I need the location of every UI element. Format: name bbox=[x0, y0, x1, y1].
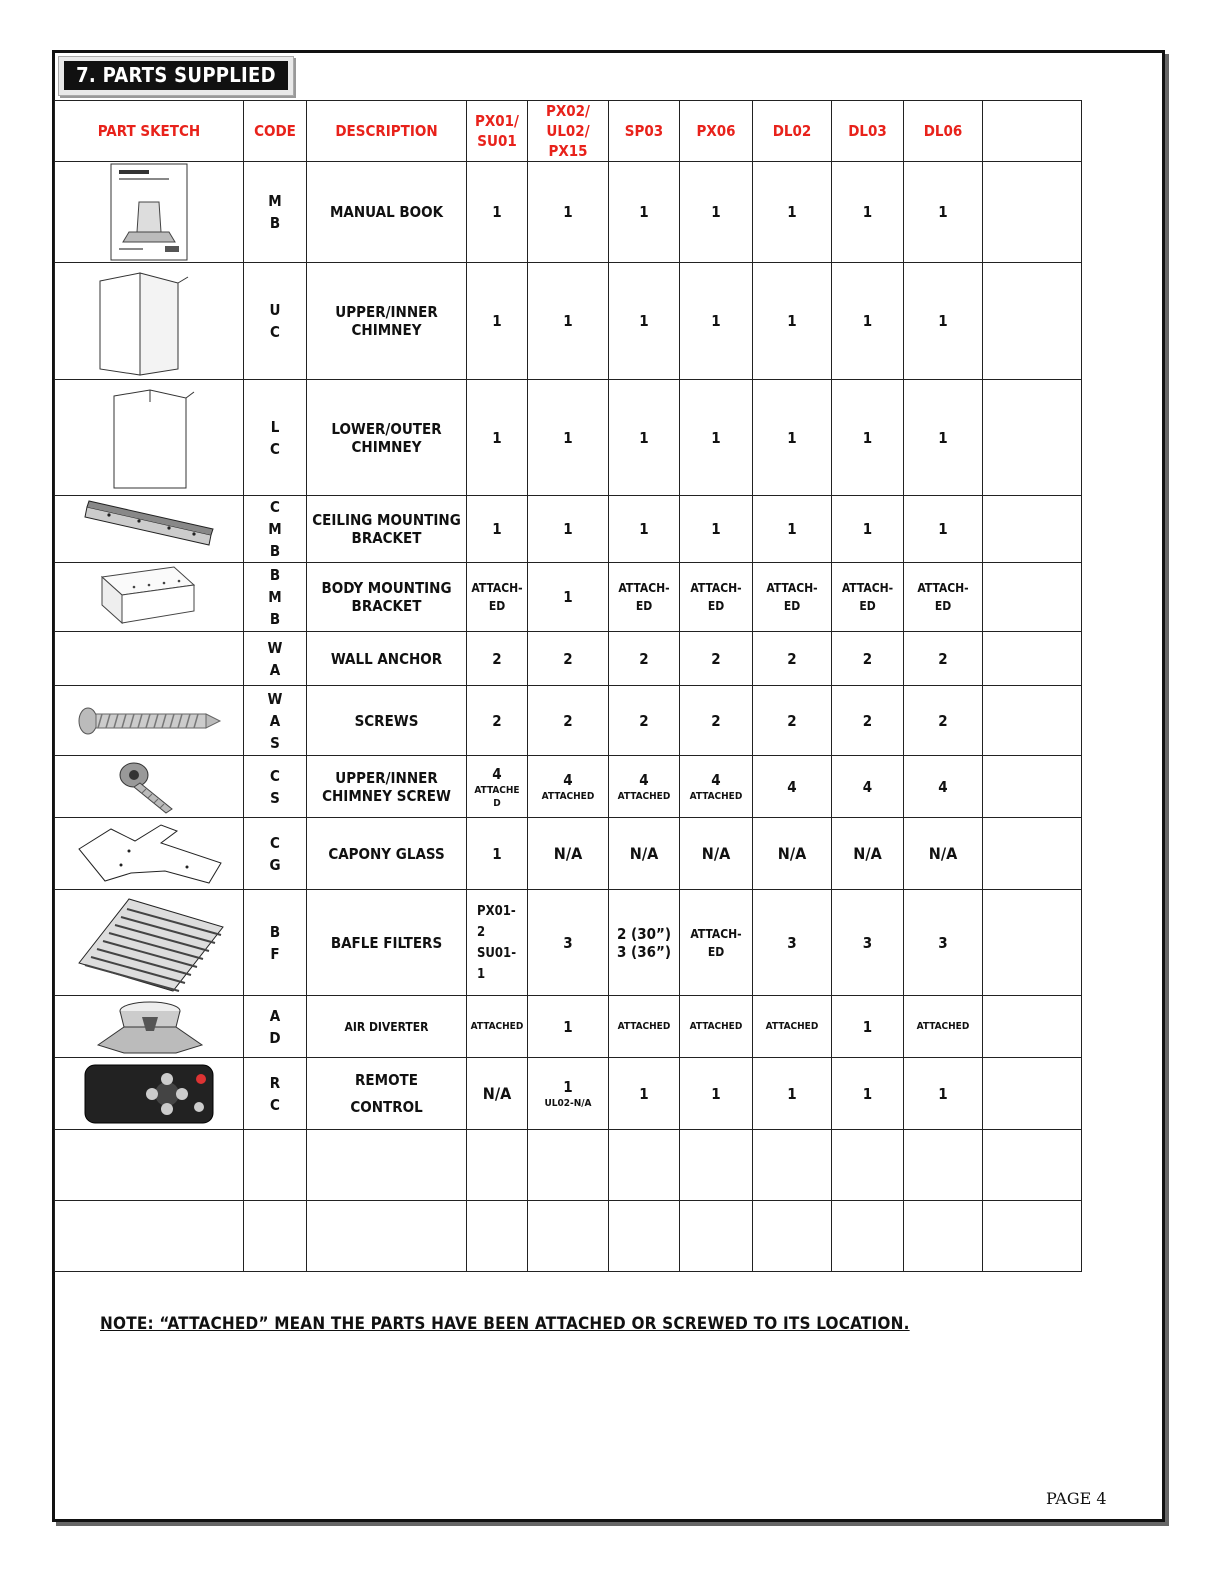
part-description: BAFLE FILTERS bbox=[307, 890, 467, 996]
table-row bbox=[55, 1201, 1082, 1272]
quantity-cell: 1 bbox=[528, 263, 609, 380]
table-row bbox=[55, 632, 1082, 686]
header-model: PX06 bbox=[680, 101, 753, 162]
part-sketch-cell bbox=[55, 686, 244, 756]
quantity-cell: N/A bbox=[680, 818, 753, 890]
quantity-cell: 1 bbox=[904, 496, 983, 563]
quantity-cell bbox=[528, 1130, 609, 1201]
quantity-cell: 2 bbox=[753, 686, 832, 756]
quantity-cell: N/A bbox=[528, 818, 609, 890]
table-row bbox=[55, 818, 1082, 890]
quantity-cell bbox=[904, 1201, 983, 1272]
quantity-cell: ATTACHED bbox=[904, 996, 983, 1058]
ceiling-bracket-icon bbox=[55, 499, 243, 559]
part-code: W A S bbox=[244, 686, 307, 756]
quantity-cell: 1 bbox=[680, 380, 753, 496]
part-code: M B bbox=[244, 162, 307, 263]
quantity-cell: 1 bbox=[680, 496, 753, 563]
part-description bbox=[307, 1201, 467, 1272]
quantity-cell: ATTACHED bbox=[467, 996, 528, 1058]
empty-cell bbox=[983, 496, 1082, 563]
part-description: UPPER/INNER CHIMNEY SCREW bbox=[307, 756, 467, 818]
header-row bbox=[55, 101, 1082, 162]
quantity-cell: ATTACH- ED bbox=[609, 563, 680, 632]
quantity-cell: 1 bbox=[832, 162, 904, 263]
quantity-cell: 1 bbox=[832, 380, 904, 496]
quantity-cell: 4 ATTACHED bbox=[528, 756, 609, 818]
header-model: PX02/ UL02/ PX15 bbox=[528, 101, 609, 162]
quantity-cell: N/A bbox=[467, 1058, 528, 1130]
part-description: UPPER/INNER CHIMNEY bbox=[307, 263, 467, 380]
table-row bbox=[55, 263, 1082, 380]
quantity-cell: 2 bbox=[753, 632, 832, 686]
quantity-cell: 3 bbox=[753, 890, 832, 996]
header-model: DL03 bbox=[832, 101, 904, 162]
quantity-cell bbox=[528, 1201, 609, 1272]
table-row bbox=[55, 162, 1082, 263]
header-model: SP03 bbox=[609, 101, 680, 162]
quantity-cell: 2 bbox=[528, 632, 609, 686]
quantity-cell: ATTACHED bbox=[753, 996, 832, 1058]
part-code: B M B bbox=[244, 563, 307, 632]
quantity-cell: 1 bbox=[753, 1058, 832, 1130]
part-sketch-cell bbox=[55, 996, 244, 1058]
part-sketch-cell bbox=[55, 890, 244, 996]
table-row bbox=[55, 890, 1082, 996]
quantity-cell: 1 bbox=[832, 496, 904, 563]
quantity-cell: 2 bbox=[609, 686, 680, 756]
quantity-cell: N/A bbox=[609, 818, 680, 890]
quantity-cell: 1 bbox=[904, 162, 983, 263]
quantity-cell: 3 bbox=[904, 890, 983, 996]
quantity-cell: 2 bbox=[467, 632, 528, 686]
quantity-cell: N/A bbox=[904, 818, 983, 890]
quantity-cell: 1 bbox=[753, 162, 832, 263]
part-sketch-cell bbox=[55, 263, 244, 380]
table-row bbox=[55, 756, 1082, 818]
baffle-filter-icon bbox=[55, 893, 243, 993]
empty-cell bbox=[983, 890, 1082, 996]
quantity-cell: 4 ATTACHED bbox=[609, 756, 680, 818]
quantity-cell: 2 bbox=[680, 686, 753, 756]
part-description bbox=[307, 1130, 467, 1201]
part-description: CAPONY GLASS bbox=[307, 818, 467, 890]
parts-table bbox=[54, 100, 1082, 1272]
quantity-cell bbox=[832, 1201, 904, 1272]
part-description: AIR DIVERTER bbox=[307, 996, 467, 1058]
screw-icon bbox=[55, 701, 243, 741]
quantity-cell: 1 bbox=[609, 496, 680, 563]
empty-cell bbox=[983, 756, 1082, 818]
body-bracket-icon bbox=[55, 565, 243, 629]
quantity-cell: 1 bbox=[680, 162, 753, 263]
part-sketch-cell bbox=[55, 1130, 244, 1201]
quantity-cell: 1 bbox=[528, 996, 609, 1058]
part-code: L C bbox=[244, 380, 307, 496]
quantity-cell: 1 bbox=[528, 563, 609, 632]
quantity-cell: 1 bbox=[528, 162, 609, 263]
quantity-cell: 1 bbox=[467, 496, 528, 563]
chimney-screw-icon bbox=[55, 759, 243, 815]
quantity-cell bbox=[609, 1201, 680, 1272]
quantity-cell bbox=[680, 1201, 753, 1272]
quantity-cell: 2 bbox=[832, 686, 904, 756]
part-sketch-cell bbox=[55, 563, 244, 632]
part-code bbox=[244, 1130, 307, 1201]
table-row bbox=[55, 563, 1082, 632]
quantity-cell: 2 bbox=[832, 632, 904, 686]
part-description: WALL ANCHOR bbox=[307, 632, 467, 686]
part-sketch-cell bbox=[55, 632, 244, 686]
quantity-cell: 1 bbox=[467, 162, 528, 263]
quantity-cell: 1 bbox=[609, 1058, 680, 1130]
header-model: PX01/ SU01 bbox=[467, 101, 528, 162]
quantity-cell: 1 bbox=[680, 263, 753, 380]
quantity-cell bbox=[467, 1201, 528, 1272]
empty-cell bbox=[983, 1130, 1082, 1201]
quantity-cell: N/A bbox=[832, 818, 904, 890]
quantity-cell: 1 bbox=[528, 380, 609, 496]
empty-cell bbox=[983, 162, 1082, 263]
part-code: R C bbox=[244, 1058, 307, 1130]
quantity-cell: ATTACH- ED bbox=[753, 563, 832, 632]
quantity-cell: 1 bbox=[467, 818, 528, 890]
part-sketch-cell bbox=[55, 380, 244, 496]
quantity-cell: 1 bbox=[609, 380, 680, 496]
quantity-cell: ATTACH- ED bbox=[832, 563, 904, 632]
quantity-cell bbox=[832, 1130, 904, 1201]
part-description: SCREWS bbox=[307, 686, 467, 756]
part-code bbox=[244, 1201, 307, 1272]
quantity-cell: 1 bbox=[680, 1058, 753, 1130]
part-code: C G bbox=[244, 818, 307, 890]
capony-glass-icon bbox=[55, 821, 243, 887]
header-description: DESCRIPTION bbox=[307, 101, 467, 162]
manual-book-icon bbox=[55, 162, 243, 262]
empty-cell bbox=[983, 818, 1082, 890]
part-sketch-cell bbox=[55, 162, 244, 263]
quantity-cell: 2 bbox=[904, 632, 983, 686]
quantity-cell: PX01- 2 SU01- 1 bbox=[467, 890, 528, 996]
quantity-cell: ATTACH- ED bbox=[467, 563, 528, 632]
empty-cell bbox=[983, 686, 1082, 756]
quantity-cell bbox=[609, 1130, 680, 1201]
section-title: 7. PARTS SUPPLIED bbox=[64, 61, 288, 90]
lower-chimney-icon bbox=[55, 382, 243, 494]
quantity-cell: 2 bbox=[528, 686, 609, 756]
quantity-cell: ATTACH- ED bbox=[680, 890, 753, 996]
empty-cell bbox=[983, 263, 1082, 380]
part-code: C M B bbox=[244, 496, 307, 563]
quantity-cell: ATTACH- ED bbox=[904, 563, 983, 632]
quantity-cell: 1 bbox=[528, 496, 609, 563]
part-code: B F bbox=[244, 890, 307, 996]
part-description: CEILING MOUNTING BRACKET bbox=[307, 496, 467, 563]
part-description: MANUAL BOOK bbox=[307, 162, 467, 263]
quantity-cell: 4 ATTACHE D bbox=[467, 756, 528, 818]
part-sketch-cell bbox=[55, 756, 244, 818]
part-code: A D bbox=[244, 996, 307, 1058]
quantity-cell: N/A bbox=[753, 818, 832, 890]
part-code: W A bbox=[244, 632, 307, 686]
part-description: LOWER/OUTER CHIMNEY bbox=[307, 380, 467, 496]
quantity-cell: ATTACHED bbox=[609, 996, 680, 1058]
part-description: REMOTE CONTROL bbox=[307, 1058, 467, 1130]
quantity-cell: 4 bbox=[904, 756, 983, 818]
quantity-cell: 2 bbox=[680, 632, 753, 686]
part-sketch-cell bbox=[55, 818, 244, 890]
empty-cell bbox=[983, 563, 1082, 632]
quantity-cell: 1 bbox=[609, 162, 680, 263]
upper-chimney-icon bbox=[55, 265, 243, 377]
part-sketch-cell bbox=[55, 1201, 244, 1272]
section-title-box bbox=[58, 56, 294, 96]
quantity-cell: 1 bbox=[904, 1058, 983, 1130]
part-description: BODY MOUNTING BRACKET bbox=[307, 563, 467, 632]
table-row bbox=[55, 1130, 1082, 1201]
quantity-cell: 2 (30”) 3 (36”) bbox=[609, 890, 680, 996]
quantity-cell: 1 bbox=[904, 263, 983, 380]
quantity-cell: 1 bbox=[904, 380, 983, 496]
quantity-cell bbox=[904, 1130, 983, 1201]
page-number: PAGE 4 bbox=[1046, 1489, 1107, 1508]
empty-cell bbox=[983, 996, 1082, 1058]
header-empty bbox=[983, 101, 1082, 162]
table-row bbox=[55, 1058, 1082, 1130]
quantity-cell: 3 bbox=[528, 890, 609, 996]
part-code: U C bbox=[244, 263, 307, 380]
quantity-cell: 1 bbox=[467, 380, 528, 496]
header-part-sketch: PART SKETCH bbox=[55, 101, 244, 162]
header-model: DL06 bbox=[904, 101, 983, 162]
quantity-cell: 1 bbox=[832, 263, 904, 380]
quantity-cell: 1 bbox=[753, 496, 832, 563]
quantity-cell bbox=[467, 1130, 528, 1201]
header-code: CODE bbox=[244, 101, 307, 162]
remote-control-icon bbox=[55, 1063, 243, 1125]
part-sketch-cell bbox=[55, 496, 244, 563]
quantity-cell: 1 bbox=[832, 996, 904, 1058]
quantity-cell: 4 ATTACHED bbox=[680, 756, 753, 818]
table-row bbox=[55, 496, 1082, 563]
quantity-cell: 2 bbox=[904, 686, 983, 756]
empty-cell bbox=[983, 632, 1082, 686]
quantity-cell: 4 bbox=[832, 756, 904, 818]
quantity-cell: 1 bbox=[753, 380, 832, 496]
quantity-cell bbox=[680, 1130, 753, 1201]
part-code: C S bbox=[244, 756, 307, 818]
header-model: DL02 bbox=[753, 101, 832, 162]
quantity-cell: 1 bbox=[609, 263, 680, 380]
quantity-cell: 1 bbox=[753, 263, 832, 380]
empty-cell bbox=[983, 380, 1082, 496]
quantity-cell: 3 bbox=[832, 890, 904, 996]
quantity-cell: 1 bbox=[467, 263, 528, 380]
quantity-cell: 2 bbox=[467, 686, 528, 756]
quantity-cell: 4 bbox=[753, 756, 832, 818]
quantity-cell: 2 bbox=[609, 632, 680, 686]
empty-cell bbox=[983, 1201, 1082, 1272]
table-row bbox=[55, 686, 1082, 756]
table-row bbox=[55, 380, 1082, 496]
quantity-cell: 1 bbox=[832, 1058, 904, 1130]
attached-note: NOTE: “ATTACHED” MEAN THE PARTS HAVE BEEN ATTACHED OR SCREWED TO ITS LOCATION. bbox=[100, 1314, 910, 1334]
quantity-cell: 1 UL02-N/A bbox=[528, 1058, 609, 1130]
air-diverter-icon bbox=[55, 997, 243, 1057]
empty-cell bbox=[983, 1058, 1082, 1130]
quantity-cell: ATTACHED bbox=[680, 996, 753, 1058]
part-sketch-cell bbox=[55, 1058, 244, 1130]
table-row bbox=[55, 996, 1082, 1058]
quantity-cell bbox=[753, 1130, 832, 1201]
quantity-cell: ATTACH- ED bbox=[680, 563, 753, 632]
quantity-cell bbox=[753, 1201, 832, 1272]
